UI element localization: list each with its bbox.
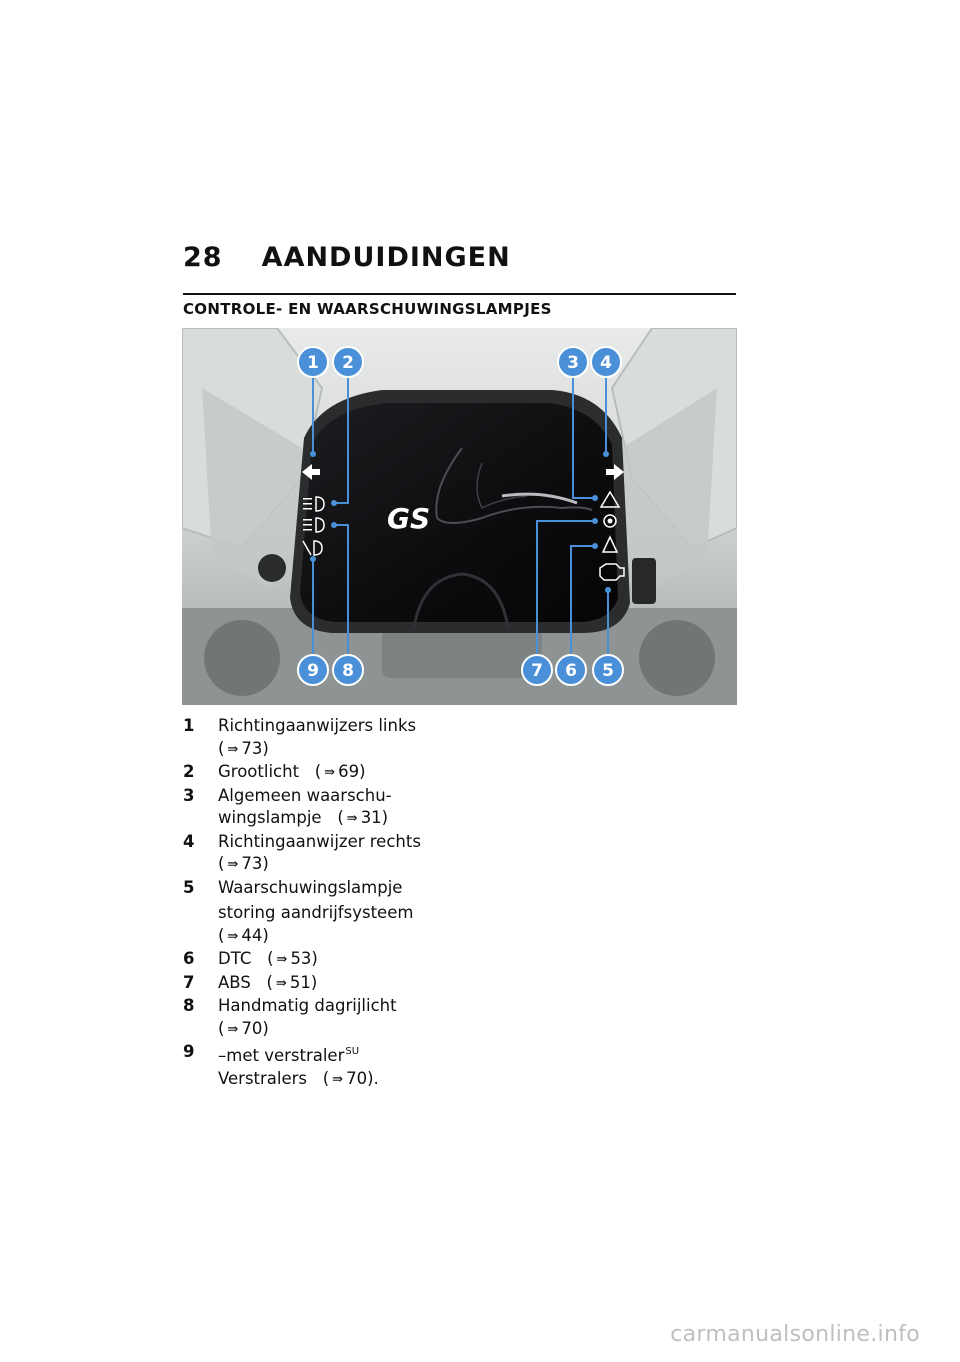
gs-logo: GS — [387, 502, 431, 535]
legend-item-5: 5 Waarschuwingslampje storing aandrijfsysteem ( ⇛ 44) — [183, 877, 483, 949]
legend-item-1: 1 Richtingaanwijzers links ( ⇛ 73) — [183, 715, 483, 761]
svg-text:9: 9 — [307, 661, 319, 681]
svg-text:3: 3 — [567, 353, 579, 373]
page-reference[interactable]: ( ⇛ 51) — [267, 973, 318, 992]
legend-item-2: 2 Grootlicht ( ⇛ 69) — [183, 761, 483, 785]
svg-text:8: 8 — [342, 661, 354, 681]
page-reference[interactable]: ( ⇛ 31) — [337, 808, 388, 827]
callout-2 — [333, 347, 363, 377]
page-reference[interactable]: ( ⇛ 73) — [218, 854, 269, 873]
page-number: 28 — [183, 242, 223, 273]
page-title: AANDUIDINGEN — [261, 242, 511, 273]
page-reference[interactable]: ( ⇛ 73) — [218, 739, 269, 758]
svg-text:4: 4 — [600, 353, 612, 373]
page-reference[interactable]: ( ⇛ 70) — [218, 1019, 269, 1038]
page-ref-arrow-icon: ⇛ — [227, 857, 239, 872]
legend-item-6: 6 DTC ( ⇛ 53) — [183, 948, 483, 972]
dashboard-illustration — [182, 328, 737, 705]
svg-text:5: 5 — [602, 661, 614, 681]
callout-6 — [556, 655, 586, 685]
page-reference[interactable]: ( ⇛ 69) — [315, 762, 366, 781]
page-reference[interactable]: ( ⇛ 53) — [267, 949, 318, 968]
legend-item-4: 4 Richtingaanwijzer rechts ( ⇛ 73) — [183, 831, 483, 877]
page-reference[interactable]: ( ⇛ 70). — [323, 1069, 379, 1088]
page-ref-arrow-icon: ⇛ — [227, 1021, 239, 1037]
page-ref-arrow-icon: ⇛ — [324, 765, 336, 780]
header-divider — [183, 293, 736, 295]
page-ref-arrow-icon: ⇛ — [332, 1071, 344, 1087]
callout-5 — [593, 655, 623, 685]
watermark[interactable]: carmanualsonline.info — [670, 1322, 920, 1347]
legend-item-7: 7 ABS ( ⇛ 51) — [183, 972, 483, 996]
dashboard-figure — [182, 328, 737, 705]
page-ref-arrow-icon: ⇛ — [346, 811, 358, 826]
page-ref-arrow-icon: ⇛ — [227, 741, 239, 757]
callout-1 — [298, 347, 328, 377]
legend-item-8: 8 Handmatig dagrijlicht ( ⇛ 70) — [183, 995, 483, 1041]
section-subtitle: CONTROLE- EN WAARSCHUWINGSLAMPJES — [183, 300, 552, 318]
page-ref-arrow-icon: ⇛ — [276, 952, 288, 967]
svg-text:2: 2 — [342, 353, 354, 373]
callout-8 — [333, 655, 363, 685]
svg-text:6: 6 — [565, 661, 577, 681]
page-header — [183, 242, 736, 273]
page-ref-arrow-icon: ⇛ — [227, 928, 239, 944]
callout-7 — [522, 655, 552, 685]
model-code-superscript: SU — [345, 1046, 360, 1057]
page-reference[interactable]: ( ⇛ 44) — [218, 926, 269, 945]
legend-item-9: 9 –met verstraler$^{SU}$ Verstralers ( ⇛ 70). — [183, 1041, 483, 1091]
callout-3 — [558, 347, 588, 377]
legend-list — [183, 715, 483, 1091]
callout-9 — [298, 655, 328, 685]
page-ref-arrow-icon: ⇛ — [275, 975, 287, 991]
legend-item-3: 3 Algemeen waarschu- wingslampje ( ⇛ 31) — [183, 785, 483, 831]
callout-4 — [591, 347, 621, 377]
svg-text:7: 7 — [531, 661, 543, 681]
svg-text:1: 1 — [307, 353, 319, 373]
